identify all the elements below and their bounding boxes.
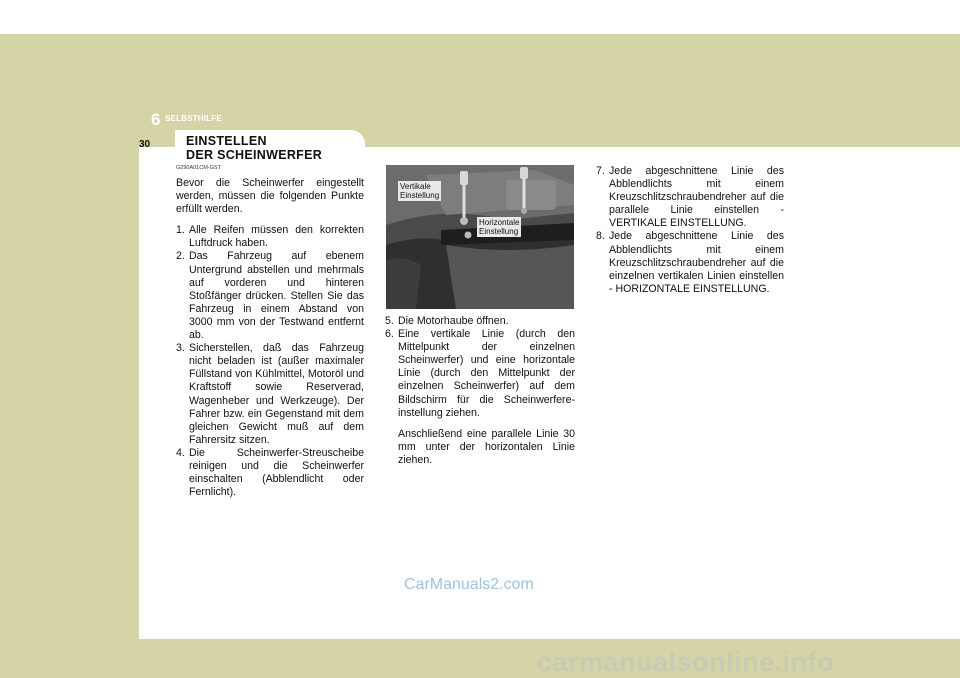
list-item: 7. Jede abgeschnittene Linie des Abblendlichts mit einem Kreuzschlitzschraubendreher auf die parallele Linie einstellen - VERTIKALE EINSTELLUNG.	[596, 165, 784, 230]
steps-list-2	[385, 315, 575, 467]
intro-text: Bevor die Scheinwerfer eingestellt werden, müssen die folgenden Punkte erfüllt werden.	[176, 177, 364, 216]
list-item: 1. Alle Reifen müssen den korrekten Luftdruck haben.	[176, 224, 364, 250]
site-watermark: carmanualsonline.info	[537, 647, 835, 677]
list-item: 3. Sicherstellen, daß das Fahrzeug nicht beladen ist (außer maximaler Füllstand von Kühlmittel, Motoröl und Kraftstoff sowie Reserverad, Wagenheber und Werkzeuge). Der Fahrer bzw. ein Gegenstand mit dem gleichen Gewicht muß auf dem Fahrersitz sitzen.	[176, 342, 364, 446]
vertical-adjustment-label: Vertikale Einstellung	[400, 182, 440, 200]
section-title	[186, 134, 322, 162]
horizontal-adjustment-label: Horizontale Einstellung	[479, 218, 520, 236]
document-code: G290A01CM-GST	[176, 165, 221, 171]
list-item: 4. Die Scheinwerfer-Streuscheibe reinigen und die Scheinwerfer einschalten (Abblendlicht oder Fernlicht).	[176, 446, 364, 499]
chapter-title: SELBSTHILFE	[165, 114, 222, 123]
chapter-number: 6	[151, 110, 161, 129]
steps-list-1	[176, 224, 364, 499]
section-title-line1: EINSTELLEN	[186, 134, 267, 148]
column-right	[596, 165, 784, 296]
step-6-extra-text: Anschließend eine parallele Linie 30 mm unter der horizontalen Linie ziehen.	[398, 427, 575, 466]
section-title-line2: DER SCHEINWERFER	[186, 148, 323, 162]
list-item: 5. Die Motorhaube öffnen.	[385, 315, 509, 327]
list-item: 6. Eine vertikale Linie (durch den Mittelpunkt der einzelnen Scheinwerfer) und eine horizontale Linie (durch den Mittelpunkt der einzelnen Scheinwerfer) auf dem Bildschirm für die Scheinwerfere-instellung ziehen. Anschließend eine parallele Linie 30 mm unter der horizontalen Linie ziehen.	[385, 328, 575, 466]
list-item: 8. Jede abgeschnittene Linie des Abblendlichts mit einem Kreuzschlitzschraubendreher auf die einzelnen vertikalen Linien einstellen - HORIZONTALE EINSTELLUNG.	[596, 230, 784, 295]
steps-list-3	[596, 165, 784, 296]
headlight-adjustment-photo	[386, 165, 574, 309]
column-middle	[385, 315, 575, 467]
page-number: 30	[139, 139, 151, 150]
column-left	[176, 177, 364, 499]
list-item: 2. Das Fahrzeug auf ebenem Untergrund abstellen und mehrmals auf vorderen und hinteren Stoßfänger drücken. Stellen Sie das Fahrzeug in einem Abstand von 3000 mm von der Testwand entfernt ab.	[176, 250, 364, 342]
carmanuals-watermark: CarManuals2.com	[404, 576, 534, 593]
